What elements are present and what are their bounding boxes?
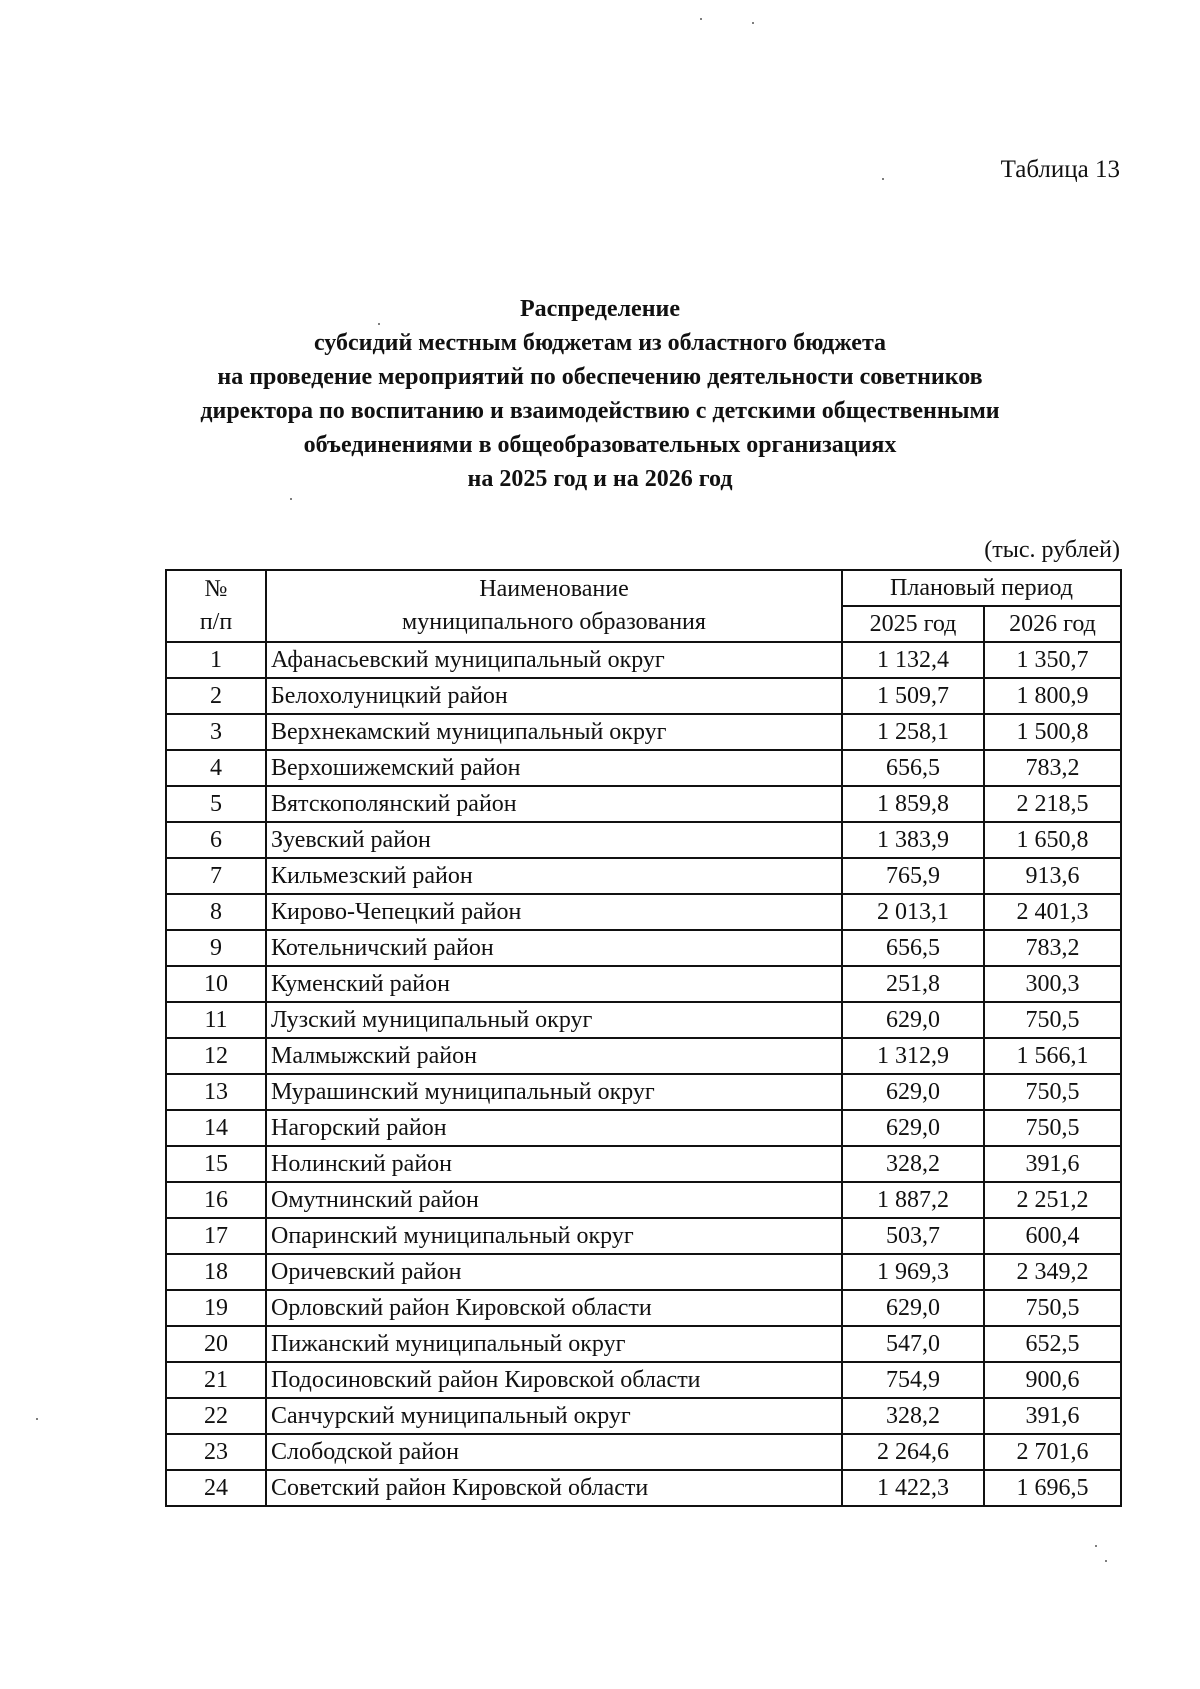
amount-2026: 1 500,8 [984,714,1121,750]
amount-2026: 1 350,7 [984,642,1121,678]
amount-2025: 251,8 [842,966,984,1002]
subsidy-table [165,569,1122,1507]
table-row [166,894,1121,930]
row-number: 8 [166,894,266,930]
title-line: на 2025 год и на 2026 год [467,466,733,492]
scan-speck [290,498,292,500]
header-year-2025: 2025 год [842,606,984,642]
table-row [166,1218,1121,1254]
municipality-name: Куменский район [266,966,842,1002]
amount-2026: 300,3 [984,966,1121,1002]
municipality-name: Кильмезский район [266,858,842,894]
municipality-name: Нагорский район [266,1110,842,1146]
row-number: 5 [166,786,266,822]
scan-speck [1105,1560,1107,1562]
municipality-name: Зуевский район [266,822,842,858]
table-row [166,1290,1121,1326]
amount-2026: 913,6 [984,858,1121,894]
row-number: 20 [166,1326,266,1362]
amount-2026: 1 800,9 [984,678,1121,714]
amount-2026: 2 251,2 [984,1182,1121,1218]
row-number: 21 [166,1362,266,1398]
row-number: 7 [166,858,266,894]
row-number: 23 [166,1434,266,1470]
table-row [166,1110,1121,1146]
amount-2026: 900,6 [984,1362,1121,1398]
amount-2025: 1 969,3 [842,1254,984,1290]
municipality-name: Нолинский район [266,1146,842,1182]
amount-2025: 1 312,9 [842,1038,984,1074]
municipality-name: Подосиновский район Кировской области [266,1362,842,1398]
table-row [166,786,1121,822]
municipality-name: Вятскополянский район [266,786,842,822]
title-line: Распределение [519,296,681,322]
scan-speck [882,178,884,180]
amount-2025: 2 013,1 [842,894,984,930]
municipality-name: Малмыжский район [266,1038,842,1074]
amount-2026: 1 696,5 [984,1470,1121,1506]
units-note: (тыс. рублей) [984,537,1120,563]
row-number: 1 [166,642,266,678]
amount-2025: 656,5 [842,750,984,786]
amount-2026: 2 218,5 [984,786,1121,822]
header-name-line1: Наименование [479,576,629,602]
table-row [166,1002,1121,1038]
table-row [166,1038,1121,1074]
amount-2025: 1 132,4 [842,642,984,678]
amount-2025: 629,0 [842,1110,984,1146]
municipality-name: Котельничский район [266,930,842,966]
amount-2025: 328,2 [842,1398,984,1434]
amount-2026: 750,5 [984,1002,1121,1038]
amount-2026: 750,5 [984,1110,1121,1146]
title-line: субсидий местным бюджетам из областного бюджета [313,330,887,356]
amount-2025: 1 258,1 [842,714,984,750]
table-row [166,930,1121,966]
amount-2026: 750,5 [984,1074,1121,1110]
municipality-name: Верхнекамский муниципальный округ [266,714,842,750]
table-row [166,678,1121,714]
municipality-name: Омутнинский район [266,1182,842,1218]
amount-2025: 547,0 [842,1326,984,1362]
municipality-name: Советский район Кировской области [266,1470,842,1506]
amount-2026: 2 349,2 [984,1254,1121,1290]
municipality-name: Кирово-Чепецкий район [266,894,842,930]
amount-2026: 391,6 [984,1146,1121,1182]
municipality-name: Слободской район [266,1434,842,1470]
municipality-name: Верхошижемский район [266,750,842,786]
row-number: 16 [166,1182,266,1218]
amount-2025: 1 887,2 [842,1182,984,1218]
amount-2025: 629,0 [842,1290,984,1326]
amount-2026: 652,5 [984,1326,1121,1362]
amount-2026: 1 566,1 [984,1038,1121,1074]
table-body [166,642,1121,1506]
table-row [166,1362,1121,1398]
title-line: директора по воспитанию и взаимодействию с детскими общественными [200,398,1000,424]
amount-2025: 2 264,6 [842,1434,984,1470]
amount-2025: 1 422,3 [842,1470,984,1506]
table-row [166,1434,1121,1470]
row-number: 14 [166,1110,266,1146]
row-number: 6 [166,822,266,858]
amount-2026: 783,2 [984,930,1121,966]
row-number: 3 [166,714,266,750]
header-row [166,570,1121,606]
row-number: 9 [166,930,266,966]
scan-speck [1095,1545,1097,1547]
amount-2026: 783,2 [984,750,1121,786]
row-number: 22 [166,1398,266,1434]
header-num-line1: № [204,576,228,602]
amount-2025: 656,5 [842,930,984,966]
municipality-name: Белохолуницкий район [266,678,842,714]
header-num-line2: п/п [199,609,233,635]
table-label: Таблица 13 [1000,156,1120,183]
table-row [166,1398,1121,1434]
header-name [266,570,842,642]
table-row [166,1254,1121,1290]
table-row [166,1470,1121,1506]
row-number: 4 [166,750,266,786]
scan-speck [378,323,380,325]
row-number: 10 [166,966,266,1002]
scan-speck [700,18,702,20]
table-row [166,822,1121,858]
title-line: объединениями в общеобразовательных организациях [303,432,897,458]
table-row [166,858,1121,894]
row-number: 13 [166,1074,266,1110]
table-row [166,1182,1121,1218]
table-row [166,642,1121,678]
amount-2026: 1 650,8 [984,822,1121,858]
header-name-line2: муниципального образования [402,609,706,635]
table-row [166,1074,1121,1110]
amount-2025: 1 509,7 [842,678,984,714]
amount-2025: 629,0 [842,1074,984,1110]
municipality-name: Орловский район Кировской области [266,1290,842,1326]
row-number: 12 [166,1038,266,1074]
table-row [166,1146,1121,1182]
header-period: Плановый период [842,570,1121,606]
row-number: 17 [166,1218,266,1254]
municipality-name: Санчурский муниципальный округ [266,1398,842,1434]
table-row [166,1326,1121,1362]
document-title [0,292,1200,496]
title-line: на проведение мероприятий по обеспечению деятельности советников [217,364,983,390]
municipality-name: Афанасьевский муниципальный округ [266,642,842,678]
amount-2026: 2 401,3 [984,894,1121,930]
amount-2025: 328,2 [842,1146,984,1182]
amount-2025: 503,7 [842,1218,984,1254]
row-number: 24 [166,1470,266,1506]
row-number: 18 [166,1254,266,1290]
scan-speck [752,22,754,24]
table-row [166,714,1121,750]
municipality-name: Лузский муниципальный округ [266,1002,842,1038]
amount-2025: 629,0 [842,1002,984,1038]
amount-2026: 2 701,6 [984,1434,1121,1470]
municipality-name: Оричевский район [266,1254,842,1290]
amount-2025: 754,9 [842,1362,984,1398]
amount-2026: 750,5 [984,1290,1121,1326]
row-number: 2 [166,678,266,714]
amount-2025: 1 383,9 [842,822,984,858]
row-number: 19 [166,1290,266,1326]
amount-2026: 391,6 [984,1398,1121,1434]
municipality-name: Опаринский муниципальный округ [266,1218,842,1254]
amount-2026: 600,4 [984,1218,1121,1254]
row-number: 15 [166,1146,266,1182]
scan-speck [36,1418,38,1420]
row-number: 11 [166,1002,266,1038]
header-year-2026: 2026 год [984,606,1121,642]
municipality-name: Мурашинский муниципальный округ [266,1074,842,1110]
amount-2025: 1 859,8 [842,786,984,822]
table-row [166,966,1121,1002]
amount-2025: 765,9 [842,858,984,894]
municipality-name: Пижанский муниципальный округ [266,1326,842,1362]
header-num [166,570,266,642]
table-row [166,750,1121,786]
